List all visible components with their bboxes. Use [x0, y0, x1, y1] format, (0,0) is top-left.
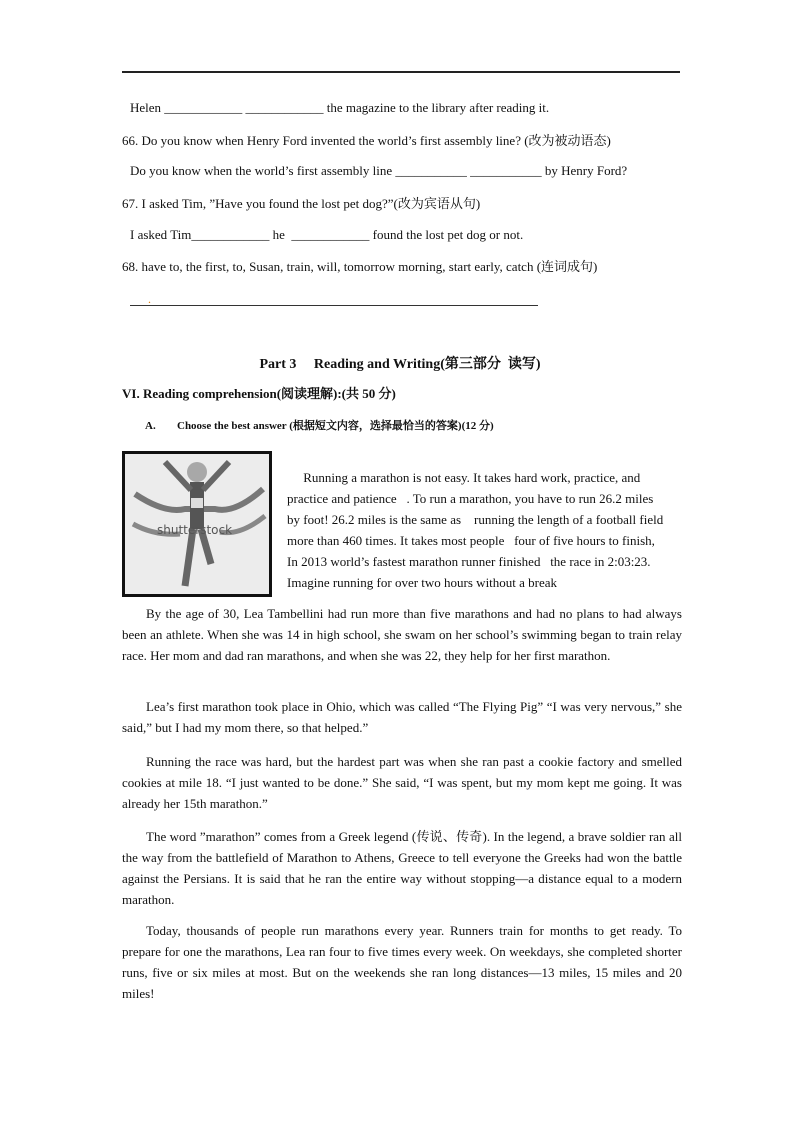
q68-question: 68. have to, the first, to, Susan, train, will, tomorrow morning, start early, catch (连词成句)	[122, 259, 598, 274]
marathon-runner-photo	[122, 451, 272, 597]
passage-paragraph: Today, thousands of people run marathons every year. Runners train for months to get ready. To prepare for one the marathons, Lea ran four to five times every week. On weekdays, she completed shorter runs, five or six miles at most. But on the weekends she ran long distances—13 miles, 15 miles and 20 miles!	[122, 923, 682, 1001]
top-rule	[122, 71, 680, 73]
intro-line: more than 460 times. It takes most people four of five hours to finish,	[287, 533, 655, 548]
passage-paragraph: The word ”marathon” comes from a Greek legend (传说、传奇). In the legend, a brave soldier ran all the way from the battlefield of Marathon to Athens, Greece to tell everyone the Greeks had won the battle against the Persians. It is said that he ran the entire way without stopping—a distance equal to a modern marathon.	[122, 829, 682, 907]
passage-paragraph: By the age of 30, Lea Tambellini had run more than five marathons and had no plans to had always been an athlete. When she was 14 in high school, she swam on her school’s swimming began to train relay race. Her mom and dad ran marathons, and when she was 22, they help for her first marathon.	[122, 606, 682, 663]
q66-question: 66. Do you know when Henry Ford invented the world’s first assembly line? (改为被动语态)	[122, 133, 611, 148]
intro-line: by foot! 26.2 miles is the same as running the length of a football field	[287, 512, 664, 527]
intro-line: Running a marathon is not easy. It takes hard work, practice, and	[287, 470, 641, 485]
q67-question: 67. I asked Tim, ”Have you found the lost pet dog?”(改为宾语从句)	[122, 196, 481, 211]
passage-paragraph: Lea’s first marathon took place in Ohio, which was called “The Flying Pig” “I was very nervous,” she said,” but I had my mom there, so that helped.”	[122, 699, 682, 735]
intro-line: practice and patience . To run a marathon, you have to run 26.2 miles	[287, 491, 654, 506]
passage-intro	[287, 467, 682, 593]
q66-answer-line: Do you know when the world’s first assembly line ___________ ___________ by Henry Ford?	[130, 163, 628, 178]
runner-illustration	[125, 454, 269, 594]
section-a-letter: A.	[145, 420, 156, 432]
q65-answer-line: Helen ____________ ____________ the magazine to the library after reading it.	[130, 100, 550, 115]
q67-answer-line: I asked Tim____________ he ____________ found the lost pet dog or not.	[130, 227, 524, 242]
q68-answer-blank	[130, 295, 538, 306]
photo-watermark: shutterstock	[157, 523, 233, 537]
section-a-instructions: Choose the best answer (根据短文内容，选择最恰当的答案)(12 分)	[177, 420, 494, 432]
intro-line: Imagine running for over two hours without a break	[287, 575, 558, 590]
q68-answer-mark: .	[148, 292, 151, 306]
part3-title: Part 3 Reading and Writing(第三部分 读写)	[259, 357, 541, 372]
intro-line: In 2013 world’s fastest marathon runner finished the race in 2:03:23.	[287, 554, 651, 569]
passage-paragraph: Running the race was hard, but the hardest part was when she ran past a cookie factory and smelled cookies at mile 18. “I just wanted to be done.” She said, “I was spent, but my mom kept me going. It was already her 15th marathon.”	[122, 754, 682, 811]
section6-heading: VI. Reading comprehension(阅读理解):(共 50 分)	[122, 386, 396, 401]
